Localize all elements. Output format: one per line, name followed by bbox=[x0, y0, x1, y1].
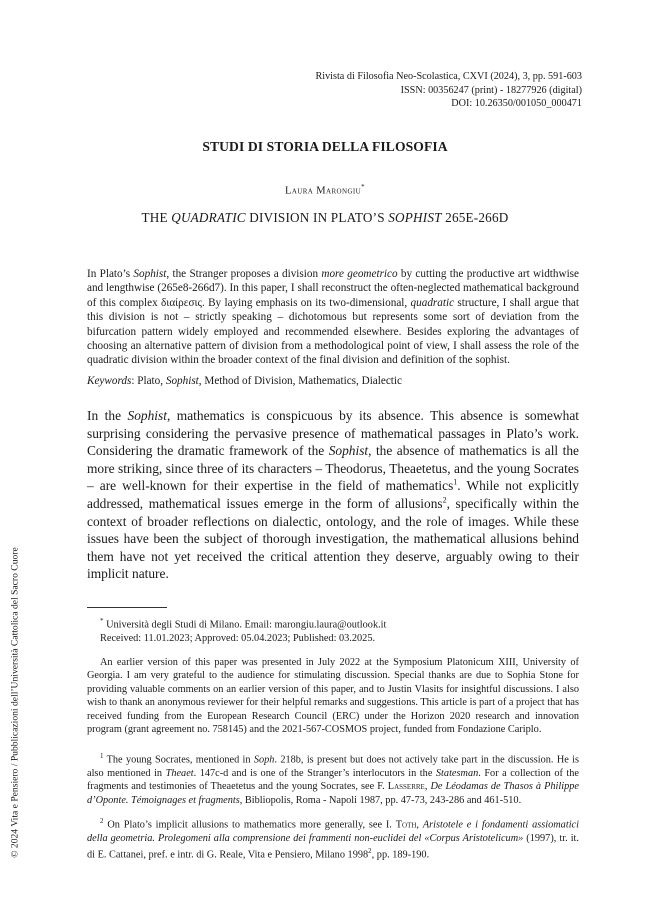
footnote-italic: De Léodamas de Thasos à Philippe d’Oponte. Témoignages et fragments bbox=[87, 781, 579, 806]
body-span: , the absence of mathematics is all the more striking, since three of its characters – Theodorus, Theaetetus, and the young Socrates – are well-known for their expertise in the field of mathematics bbox=[87, 443, 579, 494]
author-name: Laura Marongiu bbox=[285, 185, 362, 197]
title-text: 265E-266D bbox=[441, 210, 509, 225]
footnote-italic: Soph bbox=[253, 754, 275, 766]
footnote-text: On Plato’s implicit allusions to mathematics more generally, see I. bbox=[103, 819, 396, 831]
keywords-text: : Plato, bbox=[131, 375, 166, 387]
keywords-label: Keywords bbox=[87, 375, 132, 387]
footnote-superscript: 2 bbox=[368, 847, 372, 856]
footnote-italic: Statesman bbox=[435, 767, 479, 779]
abstract-text: structure, I shall argue that this division is not – strictly speaking – dichotomous but represents some sort of deviation from the bifurcation pattern widely employed and recommended elsewhere. Besides exploring the advantages of choosing an alternative pattern of division from a methodological point of view, I shall assess the role of the quadratic division within the broader context of the final division and definition of the sophist. bbox=[87, 296, 579, 367]
doi-line: DOI: 10.26350/001050_000471 bbox=[451, 98, 582, 110]
footnote-text: . For a collection of the fragments and testimonies of Theaetetus and the young Socrates, see F. bbox=[87, 767, 579, 793]
footnote-italic: Aristotele e i fondamenti assiomatici della geometria. Prolegomeni alla comprensione dei frammenti non-euclidei del «Corpus Aristotelicum» bbox=[87, 819, 579, 844]
abstract-italic: Sophist bbox=[133, 268, 167, 280]
footnote-italic: Theaet bbox=[165, 767, 194, 779]
title-italic: SOPHIST bbox=[388, 210, 442, 225]
keywords bbox=[87, 374, 579, 388]
footnote-author: Toth bbox=[395, 819, 417, 831]
abstract-italic: more geometrico bbox=[321, 268, 398, 280]
acknowledgment bbox=[87, 656, 579, 736]
footnote-2 bbox=[87, 815, 579, 862]
title-italic: QUADRATIC bbox=[171, 210, 246, 225]
footnote-mark: * bbox=[100, 617, 104, 625]
author-line bbox=[0, 183, 650, 197]
body-text bbox=[87, 407, 579, 583]
journal-citation: Rivista di Filosofia Neo-Scolastica, CXVI (2024), 3, pp. 591-603 bbox=[315, 71, 582, 82]
dates-line: Received: 11.01.2023; Approved: 05.04.2023; Published: 03.2025. bbox=[100, 632, 376, 644]
footnote-text: . 147c-d and is one of the Stranger’s interlocutors in the bbox=[193, 767, 436, 779]
footnote-ref-2[interactable]: 2 bbox=[442, 495, 447, 505]
footnote-ref-1[interactable]: 1 bbox=[453, 477, 458, 487]
footnote-divider bbox=[87, 607, 167, 608]
body-span: In the bbox=[87, 408, 128, 423]
paper-title bbox=[0, 210, 650, 226]
author-footnote-mark[interactable]: * bbox=[361, 183, 365, 191]
abstract-text: by cutting the productive art widthwise and lengthwise (265e8-266d7). In this paper, I shall reconstruct the often-neglected mathematical background of this complex διαίρεσις. By laying emphasis on its two-dimensional, bbox=[87, 268, 580, 309]
body-span: . While not explicitly addressed, mathematical issues emerge in the form of allusions bbox=[87, 478, 580, 511]
title-text: DIVISION IN PLATO’S bbox=[245, 210, 389, 225]
title-text: THE bbox=[141, 210, 172, 225]
body-span: , mathematics is conspicuous by its absence. This absence is somewhat surprising considering the pervasive presence of mathematical passages in Plato’s work. Considering the dramatic framework of the bbox=[87, 408, 579, 459]
footnote-text: , pp. 189-190. bbox=[371, 849, 430, 861]
abstract-italic: quadratic bbox=[410, 296, 455, 309]
affiliation-line: Università degli Studi di Milano. Email: marongiu.laura@outlook.it bbox=[103, 619, 387, 631]
body-italic: Sophist bbox=[328, 443, 369, 459]
footnote-number: 2 bbox=[100, 817, 104, 825]
side-copyright: © 2024 Vita e Pensiero / Pubblicazioni dell’Università Cattolica del Sacro Cuore bbox=[9, 547, 21, 858]
abstract bbox=[87, 267, 579, 368]
issn-line: ISSN: 00356247 (print) - 18277926 (digital) bbox=[400, 84, 582, 96]
affiliation-footnote bbox=[100, 615, 570, 645]
footnote-text: The young Socrates, mentioned in bbox=[103, 754, 254, 766]
footnote-text: , Bibliopolis, Roma - Napoli 1987, pp. 47-73, 243-286 and 461-510. bbox=[239, 794, 522, 806]
footnote-1 bbox=[87, 750, 579, 807]
keywords-text: , Method of Division, Mathematics, Dialectic bbox=[198, 375, 402, 387]
footnote-text: . 218b, is present but does not actively take part in the discussion. He is also mentioned in bbox=[87, 754, 579, 779]
abstract-text: , the Stranger proposes a division bbox=[166, 268, 322, 280]
acknowledgment-text: An earlier version of this paper was presented in July 2022 at the Symposium Platonicum XIII, University of Georgia. I am very grateful to the audience for stimulating discussion. Special thanks are due to Sophia Stone for providing valuable comments on an earlier version of this paper, and to Justin Vlasits for insightful discussions. I also wish to thank an anonymous reviewer for their helpful remarks and suggestions. This article is part of a project that has received funding from the European Research Council (ERC) under the Horizon 2020 research and innovation program (grant agreement no. 758145) and the 2021-567-COSMOS project, funded from Fondazione Cariplo. bbox=[87, 657, 579, 736]
footnote-text: (1997), tr. it. di E. Cattanei, pref. e intr. di G. Reale, Vita e Pensiero, Milano 1998 bbox=[87, 832, 579, 861]
body-span: , specifically within the context of broader reflections on dialectic, ontology, and the role of images. While these issues have been the subject of thorough investigation, the mathematical allusions behind them have not yet received the critical attention they deserve, arguably owing to their implicit nature. bbox=[87, 495, 579, 582]
abstract-text: In Plato’s bbox=[87, 268, 134, 280]
journal-header bbox=[315, 70, 582, 111]
footnote-text: , bbox=[416, 819, 423, 831]
section-title: STUDI DI STORIA DELLA FILOSOFIA bbox=[202, 139, 448, 154]
body-italic: Sophist bbox=[127, 408, 167, 423]
footnote-number: 1 bbox=[100, 752, 104, 760]
keywords-italic: Sophist bbox=[165, 375, 199, 387]
footnote-author: Lasserre bbox=[387, 781, 425, 793]
footnote-text: , bbox=[424, 781, 431, 793]
